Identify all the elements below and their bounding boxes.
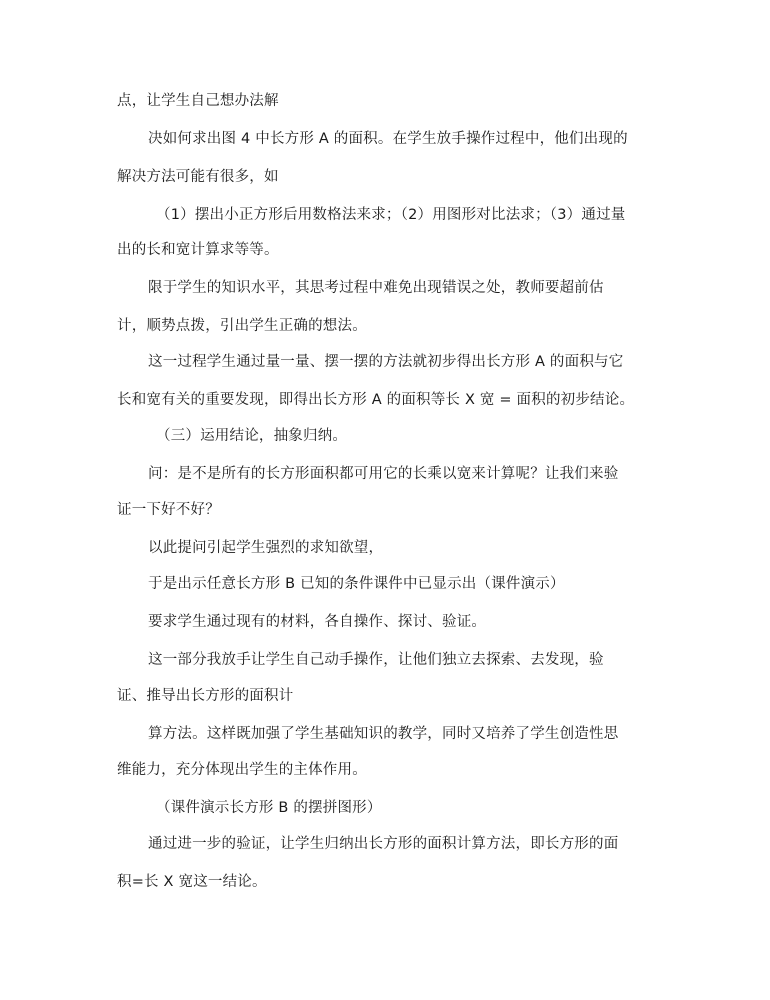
- text-line-19: 维能力，充分体现出学生的主体作用。: [117, 762, 367, 778]
- text-line-1: 点，让学生自己想办法解: [117, 93, 279, 109]
- text-line-10: （三）运用结论，抽象归纳。: [156, 428, 348, 444]
- text-line-8: 这一过程学生通过量一量、摆一摆的方法就初步得出长方形 A 的面积与它: [148, 354, 624, 370]
- text-line-11: 问：是不是所有的长方形面积都可用它的长乘以宽来计算呢？让我们来验: [148, 466, 619, 482]
- text-line-13: 以此提问引起学生强烈的求知欲望，: [148, 540, 384, 556]
- text-line-9: 长和宽有关的重要发现，即得出长方形 A 的面积等长 X 宽 = 面积的初步结论。: [117, 392, 635, 408]
- text-line-6: 限于学生的知识水平，其思考过程中难免出现错误之处，教师要超前估: [148, 280, 604, 296]
- text-line-17: 证、推导出长方形的面积计: [117, 688, 294, 704]
- text-line-20: （课件演示长方形 B 的摆拼图形）: [156, 800, 382, 816]
- text-line-18: 算方法。这样既加强了学生基础知识的教学，同时又培养了学生创造性思: [148, 726, 619, 742]
- text-line-7: 计，顺势点拨，引出学生正确的想法。: [117, 318, 367, 334]
- text-line-14: 于是出示任意长方形 B 已知的条件课件中已显示出（课件演示）: [148, 576, 565, 592]
- text-line-16: 这一部分我放手让学生自己动手操作，让他们独立去探索、去发现，验: [148, 652, 604, 668]
- text-line-12: 证一下好不好？: [117, 502, 220, 518]
- text-line-15: 要求学生通过现有的材料，各自操作、探讨、验证。: [148, 614, 487, 630]
- text-line-5: 出的长和宽计算求等等。: [117, 242, 279, 258]
- text-line-2: 决如何求出图 4 中长方形 A 的面积。在学生放手操作过程中，他们出现的: [148, 131, 628, 147]
- text-line-22: 积=长 X 宽这一结论。: [117, 874, 267, 890]
- text-line-21: 通过进一步的验证，让学生归纳出长方形的面积计算方法，即长方形的面: [148, 836, 619, 852]
- text-line-3: 解决方法可能有很多，如: [117, 169, 279, 185]
- text-line-4: （1）摆出小正方形后用数格法来求；（2）用图形对比法求；（3）通过量: [156, 207, 626, 223]
